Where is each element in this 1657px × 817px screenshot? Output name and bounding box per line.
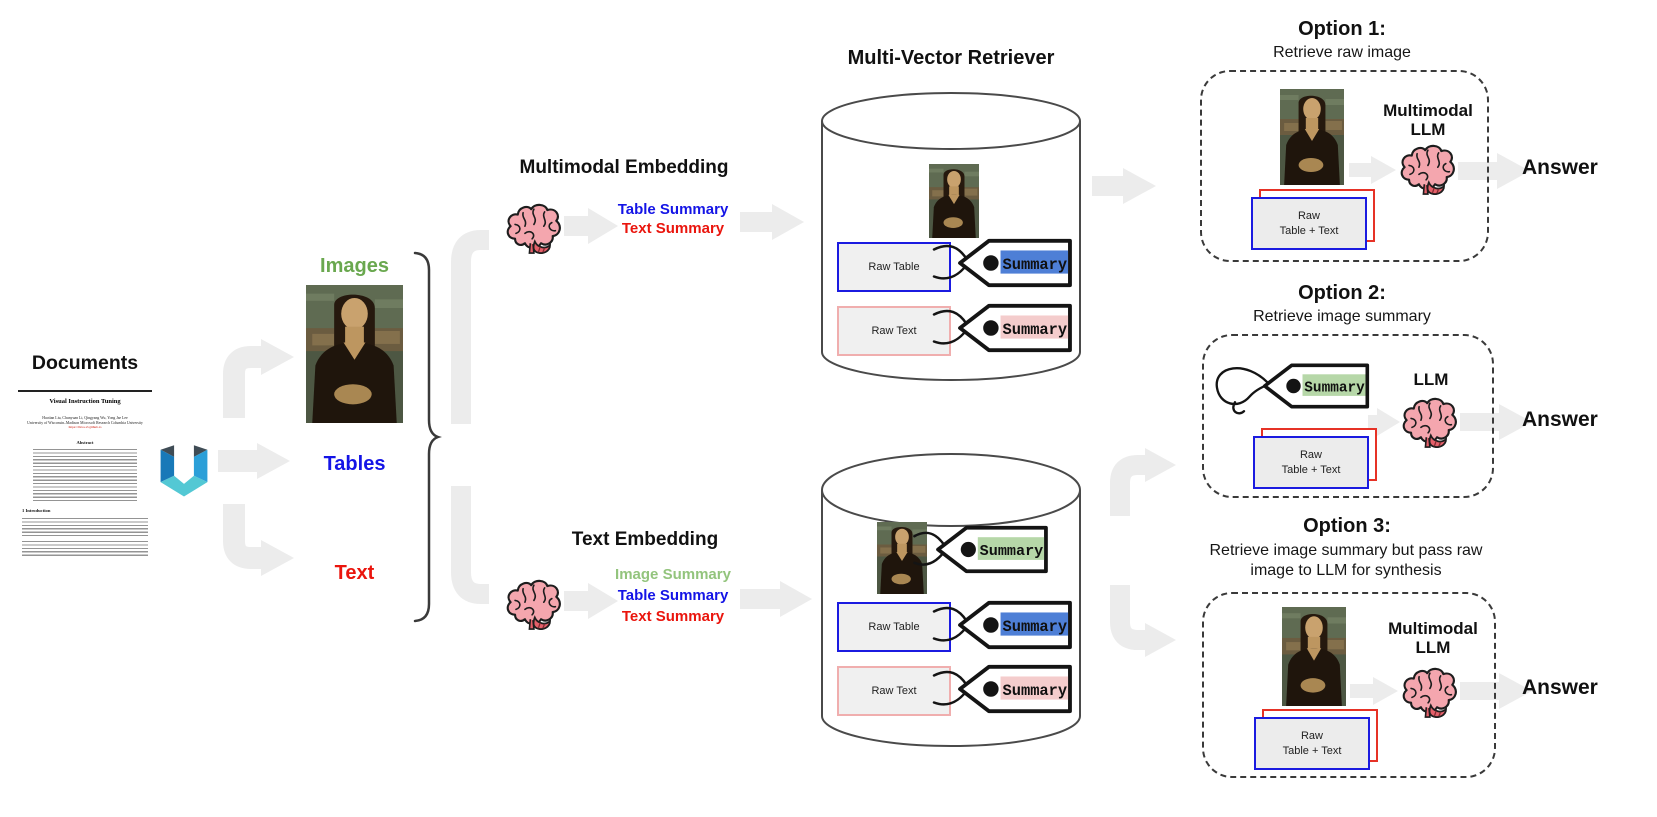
raw-box-line1: Raw bbox=[1297, 209, 1320, 222]
llm-label-line2: LLM bbox=[1410, 120, 1446, 139]
option3-title: Option 3: bbox=[1303, 515, 1391, 537]
mona-lisa-image bbox=[1280, 89, 1344, 185]
raw-table-text-box bbox=[1251, 197, 1367, 250]
paper-document bbox=[18, 386, 152, 662]
text-embedding-title: Text Embedding bbox=[571, 529, 719, 550]
option1-llm-label bbox=[1382, 101, 1474, 139]
llm-label-line1: Multimodal bbox=[1383, 101, 1473, 120]
text-summary-label: Text Summary bbox=[621, 220, 725, 237]
paper-link: https://llava-vl.github.io bbox=[68, 425, 102, 430]
mona-lisa-image bbox=[929, 164, 979, 238]
raw-table-text-box bbox=[1254, 717, 1370, 770]
mona-lisa-image bbox=[306, 285, 403, 423]
text-embedding-outputs bbox=[585, 564, 761, 627]
paper-intro-textblock2 bbox=[22, 541, 148, 556]
brain-icon bbox=[1400, 666, 1458, 718]
option3-subtitle: Retrieve image summary but pass raw image to LLM for synthesis bbox=[1209, 542, 1483, 579]
summary-tag-text: Summary bbox=[1002, 320, 1068, 339]
raw-box-line1: Raw bbox=[1300, 729, 1323, 742]
raw-table-box: Raw Table bbox=[837, 242, 951, 292]
option2-title: Option 2: bbox=[1298, 282, 1386, 304]
summary-tag-icon bbox=[957, 301, 1073, 355]
table-summary-label: Table Summary bbox=[617, 587, 729, 604]
elbow-bottom-cylinder-to-option2 bbox=[1120, 448, 1176, 516]
arrow-doc-to-text bbox=[234, 504, 294, 576]
multimodal-embedding-title: Multimodal Embedding bbox=[519, 157, 729, 178]
raw-box-line2: Table + Text bbox=[1279, 224, 1339, 237]
arrow-doc-to-tables bbox=[218, 443, 290, 479]
raw-table-text-box bbox=[1253, 436, 1369, 489]
summary-tag-icon bbox=[957, 662, 1073, 716]
text-summary-label: Text Summary bbox=[621, 608, 725, 625]
option3-llm-label bbox=[1387, 619, 1479, 657]
arrow-top-cylinder-to-option1 bbox=[1092, 168, 1156, 204]
paper-author-names: Haotian Liu, Chunyuan Li, Qingyang Wu, Yong Jae Lee bbox=[42, 416, 128, 420]
text-label: Text bbox=[334, 562, 375, 584]
summary-tag-text: Summary bbox=[1002, 617, 1068, 636]
option1-title: Option 1: bbox=[1298, 18, 1386, 40]
paper-affiliations: University of Wisconsin–Madison Microsoft Research Columbia University bbox=[27, 420, 143, 425]
summary-tag-icon bbox=[935, 523, 1049, 576]
arrow-doc-to-images bbox=[234, 339, 294, 418]
brain-icon bbox=[504, 578, 562, 630]
multimodal-embedding-outputs bbox=[585, 200, 761, 238]
option2-answer: Answer bbox=[1522, 408, 1598, 431]
option3-answer: Answer bbox=[1522, 676, 1598, 699]
raw-box-line2: Table + Text bbox=[1281, 463, 1341, 476]
table-summary-label: Table Summary bbox=[617, 201, 729, 218]
elbow-brace-to-text-brain bbox=[461, 486, 489, 594]
paper-intro-heading: 1 Introduction bbox=[22, 508, 51, 513]
llm-label-line1: LLM bbox=[1413, 370, 1449, 389]
retriever-title: Multi-Vector Retriever bbox=[847, 47, 1055, 69]
paper-abstract-textblock bbox=[33, 449, 137, 503]
summary-tag-text: Summary bbox=[979, 542, 1044, 561]
images-label: Images bbox=[320, 255, 389, 277]
option1-subtitle: Retrieve raw image bbox=[1273, 44, 1411, 61]
option2-subtitle: Retrieve image summary bbox=[1253, 308, 1431, 325]
summary-tag-icon bbox=[957, 236, 1073, 290]
llm-label-line2: LLM bbox=[1415, 638, 1451, 657]
option1-answer: Answer bbox=[1522, 156, 1598, 179]
option2-llm-label bbox=[1396, 370, 1466, 389]
mona-lisa-image bbox=[1282, 607, 1346, 706]
raw-text-box: Raw Text bbox=[837, 306, 951, 356]
elbow-bottom-cylinder-to-option3 bbox=[1120, 585, 1176, 657]
grouping-brace bbox=[415, 253, 438, 621]
brain-icon bbox=[1400, 396, 1458, 448]
paper-abstract-heading: Abstract bbox=[76, 440, 94, 445]
tables-label: Tables bbox=[323, 453, 386, 475]
raw-text-box: Raw Text bbox=[837, 666, 951, 716]
summary-tag-icon bbox=[1262, 360, 1370, 412]
unstructured-logo bbox=[157, 441, 211, 498]
raw-box-line2: Table + Text bbox=[1282, 744, 1342, 757]
paper-rule bbox=[18, 390, 152, 392]
paper-authors bbox=[18, 416, 152, 430]
paper-intro-textblock bbox=[22, 518, 148, 537]
paper-title: Visual Instruction Tuning bbox=[49, 398, 121, 405]
brain-icon bbox=[504, 202, 562, 254]
raw-table-box: Raw Table bbox=[837, 602, 951, 652]
llm-label-line1: Multimodal bbox=[1388, 619, 1478, 638]
image-summary-label: Image Summary bbox=[615, 566, 731, 583]
summary-tag-text: Summary bbox=[1002, 255, 1068, 274]
raw-box-line1: Raw bbox=[1299, 448, 1322, 461]
elbow-brace-to-multimodal-brain bbox=[461, 240, 489, 424]
brain-icon bbox=[1398, 143, 1456, 195]
summary-tag-icon bbox=[957, 598, 1073, 652]
documents-heading: Documents bbox=[31, 352, 139, 374]
summary-tag-text: Summary bbox=[1002, 681, 1068, 700]
summary-tag-text: Summary bbox=[1304, 380, 1365, 397]
